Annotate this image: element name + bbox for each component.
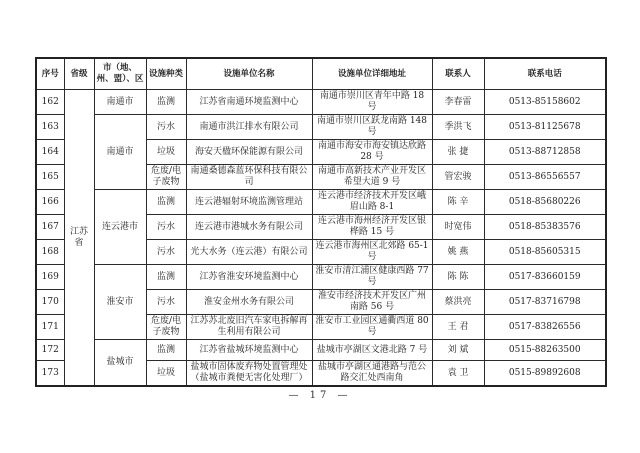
cell-phone: 0513-86556557	[484, 165, 606, 190]
cell-unit-name: 海安天楹环保能源有限公司	[186, 140, 312, 165]
cell-address: 连云港市经济技术开发区峨眉山路 8-1	[312, 190, 432, 215]
column-header: 设施种类	[146, 58, 186, 90]
cell-contact: 季洪飞	[432, 115, 484, 140]
cell-facility-type: 污水	[146, 115, 186, 140]
cell-index: 165	[36, 165, 64, 190]
cell-facility-type: 污水	[146, 215, 186, 240]
table-row	[36, 115, 606, 140]
cell-phone: 0518-85680226	[484, 190, 606, 215]
column-header: 设施单位名称	[186, 58, 312, 90]
cell-unit-name: 江苏省盐城环境监测中心	[186, 340, 312, 361]
cell-contact: 时宽伟	[432, 215, 484, 240]
cell-facility-type: 污水	[146, 290, 186, 315]
table-row	[36, 190, 606, 215]
cell-city: 淮安市	[94, 265, 146, 340]
table-header	[36, 58, 606, 90]
facility-table	[35, 57, 607, 387]
cell-address: 南通市高新技术产业开发区希望大道 9 号	[312, 165, 432, 190]
cell-province: 江苏省	[64, 90, 94, 387]
column-header: 联系电话	[484, 58, 606, 90]
cell-phone: 0518-85383576	[484, 215, 606, 240]
cell-facility-type: 垃圾	[146, 361, 186, 387]
cell-city: 连云港市	[94, 190, 146, 265]
cell-address: 南通市崇川区青年中路 18 号	[312, 90, 432, 115]
cell-unit-name: 盐城市固体废弃物处置管理处（盐城市粪便无害化处理厂）	[186, 361, 312, 387]
cell-index: 163	[36, 115, 64, 140]
cell-unit-name: 光大水务（连云港）有限公司	[186, 240, 312, 265]
cell-address: 盐城市亭湖区通港路与范公路交汇处西南角	[312, 361, 432, 387]
cell-index: 172	[36, 340, 64, 361]
cell-phone: 0513-88712858	[484, 140, 606, 165]
cell-index: 170	[36, 290, 64, 315]
cell-phone: 0515-88263500	[484, 340, 606, 361]
cell-city: 南通市	[94, 90, 146, 115]
cell-index: 173	[36, 361, 64, 387]
cell-phone: 0517-83826556	[484, 315, 606, 340]
cell-contact: 王 君	[432, 315, 484, 340]
cell-address: 南通市崇川区跃龙南路 148 号	[312, 115, 432, 140]
cell-contact: 蔡洪亮	[432, 290, 484, 315]
cell-address: 盐城市亭湖区文港北路 7 号	[312, 340, 432, 361]
cell-index: 162	[36, 90, 64, 115]
table-row	[36, 265, 606, 290]
cell-unit-name: 江苏省淮安环境监测中心	[186, 265, 312, 290]
cell-city: 南通市	[94, 115, 146, 190]
cell-city: 盐城市	[94, 340, 146, 387]
cell-address: 淮安市经济技术开发区广州南路 56 号	[312, 290, 432, 315]
cell-unit-name: 南通市洪江排水有限公司	[186, 115, 312, 140]
cell-address: 淮安市工业园区通衢西道 80 号	[312, 315, 432, 340]
cell-index: 166	[36, 190, 64, 215]
page-number: — 17 —	[288, 390, 352, 401]
cell-facility-type: 危废/电子废物	[146, 315, 186, 340]
cell-facility-type: 监测	[146, 190, 186, 215]
cell-unit-name: 南通桑德森蓝环保科技有限公司	[186, 165, 312, 190]
cell-contact: 袁 卫	[432, 361, 484, 387]
cell-contact: 李春雷	[432, 90, 484, 115]
column-header: 省级	[64, 58, 94, 90]
cell-facility-type: 监测	[146, 265, 186, 290]
cell-address: 南通市海安市海安镇达欣路 28 号	[312, 140, 432, 165]
cell-address: 连云港市海州经济开发区银桦路 15 号	[312, 215, 432, 240]
cell-address: 淮安市清江浦区健康西路 77 号	[312, 265, 432, 290]
cell-facility-type: 危废/电子废物	[146, 165, 186, 190]
cell-unit-name: 淮安金州水务有限公司	[186, 290, 312, 315]
cell-contact: 刘 斌	[432, 340, 484, 361]
header-row	[36, 58, 606, 90]
cell-address: 连云港市海州区北郊路 65-1 号	[312, 240, 432, 265]
column-header: 序号	[36, 58, 64, 90]
cell-phone: 0517-83716798	[484, 290, 606, 315]
cell-contact: 姚 燕	[432, 240, 484, 265]
cell-phone: 0517-83660159	[484, 265, 606, 290]
table-row	[36, 90, 606, 115]
table-row	[36, 340, 606, 361]
column-header: 联系人	[432, 58, 484, 90]
cell-index: 169	[36, 265, 64, 290]
cell-unit-name: 连云港辐射环境监测管理站	[186, 190, 312, 215]
cell-contact: 管宏骏	[432, 165, 484, 190]
column-header: 市（地、州、盟）、区	[94, 58, 146, 90]
cell-facility-type: 垃圾	[146, 140, 186, 165]
cell-phone: 0515-89892608	[484, 361, 606, 387]
cell-phone: 0518-85605315	[484, 240, 606, 265]
cell-contact: 陈 辛	[432, 190, 484, 215]
cell-index: 171	[36, 315, 64, 340]
cell-contact: 陈 陈	[432, 265, 484, 290]
cell-index: 168	[36, 240, 64, 265]
cell-unit-name: 江苏苏北废旧汽车家电拆解再生利用有限公司	[186, 315, 312, 340]
table-body	[36, 90, 606, 387]
cell-facility-type: 监测	[146, 340, 186, 361]
cell-unit-name: 江苏省南通环境监测中心	[186, 90, 312, 115]
cell-contact: 张 捷	[432, 140, 484, 165]
cell-phone: 0513-85158602	[484, 90, 606, 115]
column-header: 设施单位详细地址	[312, 58, 432, 90]
cell-facility-type: 污水	[146, 240, 186, 265]
cell-unit-name: 连云港市港城水务有限公司	[186, 215, 312, 240]
cell-phone: 0513-81125678	[484, 115, 606, 140]
cell-index: 167	[36, 215, 64, 240]
cell-index: 164	[36, 140, 64, 165]
cell-facility-type: 监测	[146, 90, 186, 115]
